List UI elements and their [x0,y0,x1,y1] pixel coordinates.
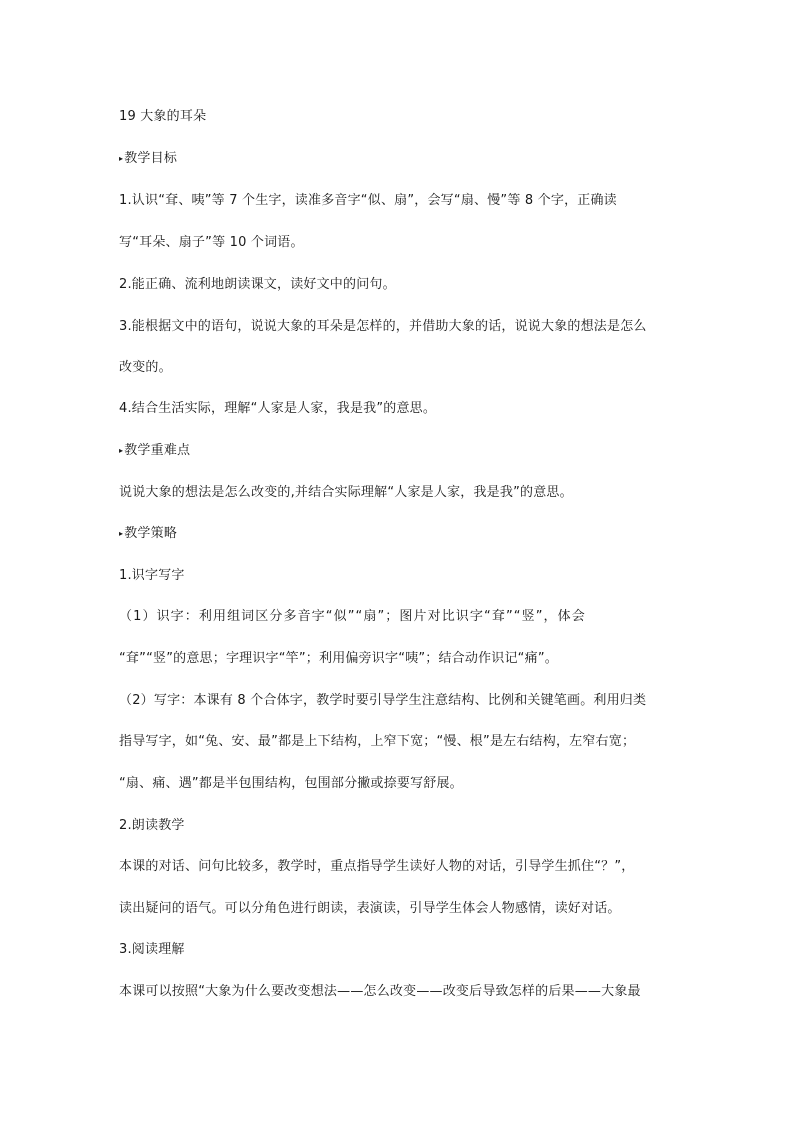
goal-2: 2.能正确、流利地朗读课文，读好文中的问句。 [119,277,396,292]
difficulty-text: 说说大象的想法是怎么改变的,并结合实际理解“人家是人家，我是我”的意思。 [119,485,573,500]
strategy-2-title: 2.朗读教学 [119,818,185,833]
triangle-bullet-icon: ▸ [119,154,124,163]
section-heading-difficulty-label: 教学重难点 [124,443,191,458]
strategy-1-p1-line-1: （1）识字：利用组词区分多音字“似”“扇”；图片对比识字“耷”“竖”，体会 [119,609,586,624]
strategy-1-p1-line-2: “耷”“竖”的意思；字理识字“竿”；利用偏旁识字“咦”；结合动作识记“痛”。 [119,651,558,666]
goal-1-line-1: 1.认识“耷、咦”等 7 个生字，读准多音字“似、扇”，会写“扇、慢”等 8 个字，正确读 [119,193,617,208]
strategy-3-title: 3.阅读理解 [119,942,185,957]
goal-4: 4.结合生活实际，理解“人家是人家，我是我”的意思。 [119,401,437,416]
section-heading-strategy [119,525,679,543]
strategy-1-p2-line-1: （2）写字：本课有 8 个合体字，教学时要引导学生注意结构、比例和关键笔画。利用归类 [119,693,647,708]
strategy-1-p2-line-2: 指导写字，如“兔、安、最”都是上下结构，上窄下宽；“慢、根”是左右结构，左窄右宽； [119,734,636,749]
strategy-1-title: 1.识字写字 [119,568,185,583]
section-heading-strategy-label: 教学策略 [124,526,178,541]
triangle-bullet-icon: ▸ [119,446,124,455]
goal-1-line-2: 写“耳朵、扇子”等 10 个词语。 [119,235,304,250]
strategy-2-line-2: 读出疑问的语气。可以分角色进行朗读，表演读，引导学生体会人物感情，读好对话。 [119,901,621,916]
strategy-1-p2-line-3: “扇、痛、遇”都是半包围结构，包围部分撇或捺要写舒展。 [119,776,463,791]
section-heading-difficulty [119,442,679,460]
strategy-2-line-1: 本课的对话、问句比较多，教学时，重点指导学生读好人物的对话，引导学生抓住“？”， [119,859,635,874]
lesson-title: 19 大象的耳朵 [119,109,207,124]
goal-3-line-2: 改变的。 [119,360,172,375]
strategy-3-line-1: 本课可以按照“大象为什么要改变想法——怎么改变——改变后导致怎样的后果——大象最 [119,984,641,999]
section-heading-goals-label: 教学目标 [124,151,178,166]
section-heading-goals [119,150,679,168]
goal-3-line-1: 3.能根据文中的语句，说说大象的耳朵是怎样的，并借助大象的话，说说大象的想法是怎么 [119,319,647,334]
triangle-bullet-icon: ▸ [119,529,124,538]
